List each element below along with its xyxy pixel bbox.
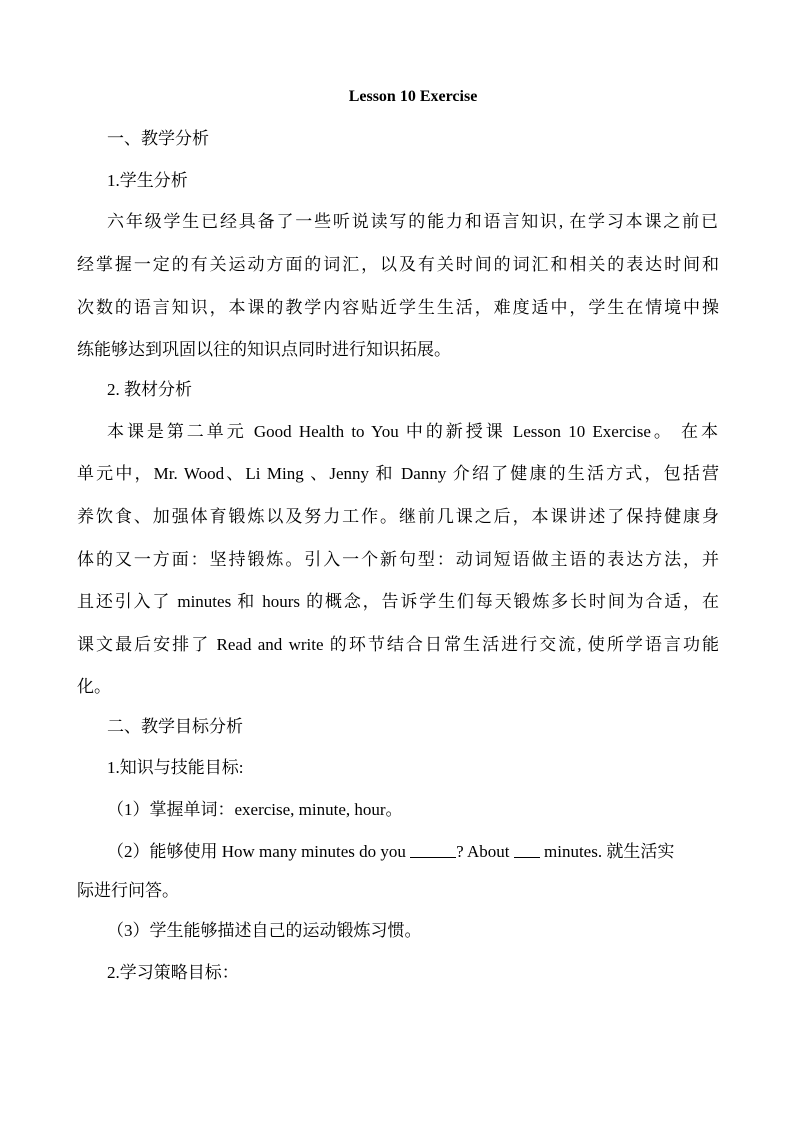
document-title: Lesson 10 Exercise: [348, 88, 478, 105]
objective-item-2-suffix: minutes. 就生活实: [539, 842, 675, 861]
objective-item-2-prefix: （2）能够使用 How many minutes do you: [107, 842, 411, 861]
textbook-analysis-line-3: 养饮食、加强体育锻炼以及努力工作。继前几课之后，本课讲述了保持健康身: [77, 507, 719, 526]
student-analysis-line-3: 次数的语言知识，本课的教学内容贴近学生生活，难度适中，学生在情境中操: [77, 298, 719, 317]
objective-item-2-continued: 际进行问答。: [77, 881, 179, 900]
student-analysis-line-1: 六年级学生已经具备了一些听说读写的能力和语言知识, 在学习本课之前已: [107, 212, 718, 231]
textbook-analysis-line-7: 化。: [77, 677, 111, 696]
textbook-analysis-line-4: 体的又一方面：坚持锻炼。引入一个新句型：动词短语做主语的表达方法，并: [77, 550, 719, 569]
sub1-heading-knowledge-skills: 1.知识与技能目标:: [107, 758, 244, 777]
sub2-heading-textbook-analysis: 2. 教材分析: [107, 380, 192, 399]
textbook-analysis-line-5: 且还引入了 minutes 和 hours 的概念，告诉学生们每天锻炼多长时间为合适，在: [77, 592, 719, 611]
sub1-heading-student-analysis: 1.学生分析: [107, 171, 188, 190]
textbook-analysis-line-2: 单元中，Mr. Wood、Li Ming 、Jenny 和 Danny 介绍了健康的生活方式，包括营: [77, 464, 719, 483]
objective-item-1: （1）掌握单词：exercise, minute, hour。: [107, 800, 403, 819]
blank-minutes: [514, 840, 540, 858]
textbook-analysis-line-6: 课文最后安排了 Read and write 的环节结合日常生活进行交流, 使所学语言功能: [77, 635, 719, 654]
section2-heading: 二、教学目标分析: [107, 717, 243, 736]
objective-item-2-middle: ? About: [456, 842, 514, 861]
sub2-heading-learning-strategy: 2.学习策略目标：: [107, 963, 239, 982]
objective-item-3: （3）学生能够描述自己的运动锻炼习惯。: [107, 921, 422, 940]
student-analysis-line-4: 练能够达到巩固以往的知识点同时进行知识拓展。: [77, 340, 451, 359]
student-analysis-line-2: 经掌握一定的有关运动方面的词汇，以及有关时间的词汇和相关的表达时间和: [77, 255, 719, 274]
objective-item-2: [107, 840, 674, 863]
blank-activity: [410, 840, 456, 858]
section1-heading: 一、教学分析: [107, 129, 209, 148]
textbook-analysis-line-1: 本课是第二单元 Good Health to You 中的新授课 Lesson 10 Exercise。 在本: [107, 422, 718, 441]
